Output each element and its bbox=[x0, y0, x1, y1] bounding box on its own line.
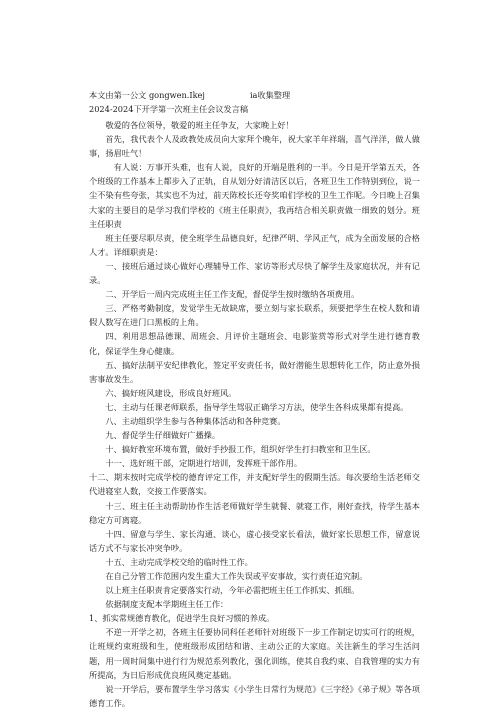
paragraph: 以上班主任职责肯定要落实行动，今年必需把班主任工作抓实、抓细。 bbox=[105, 585, 360, 596]
paragraph: 依据制度支配本学期班主任工作： bbox=[105, 599, 229, 610]
paragraph: 说一开学后，要布置学生学习落实《小学生日常行为规范》《三字经》《弟子规》等各项德育工作。 bbox=[89, 683, 420, 708]
source-site: gongwen.Ikej bbox=[148, 90, 205, 100]
paragraph: 有人说：万事开头难，也有人说，良好的开端是胜利的一半。今日是开学第五天，各个班级的工作基本上都步入了正轨，自从划分好清洁区以后，各班卫生工作特别到位，说一尘不染有些夸张，其实也不为过，前天陈校长还夸奖咱们学校的卫生工作呢。今日晚上召集大家的主要目的是学习我们学校的《班主任职责》，我再结合相关职责做一细致的划分。班主任职责 bbox=[89, 162, 420, 229]
duty-item: 九、督促学生仔细做好广播操。 bbox=[105, 430, 221, 441]
duty-item: 五、搞好法制平安纪律教化，签定平安责任书，做好潜能生思想转化工作，防止意外损害事故发生。 bbox=[89, 359, 420, 384]
duty-item: 十一、选好班干部，定期进行培训，发挥班干部作用。 bbox=[105, 458, 302, 469]
paragraph: 不逆一开学之初，各班主任要协同科任老师针对班级下一步工作制定切实可行的班规，让班规约束班级和生，使班级形成团结和谐、主动公正的大家庭。关注新生的学习生活问题，用一周时间集中进行行为规范系列教化，强化训练，使其自我约束、自我管理的实力有所提高，为日后形成优良班风奠定基础。 bbox=[89, 627, 420, 680]
duty-item: 八、主动组织学生参与各种集体活动和各种竞赛。 bbox=[105, 415, 286, 426]
duty-item: 三、严格考勤制度，发觉学生无故缺席，要立刻与家长联系，须要把学生在校人数和请假人数写在进门口黑板的上角。 bbox=[89, 303, 420, 328]
source-note bbox=[89, 88, 419, 102]
paragraph: 班主任要尽职尽责，使全班学生品德良好，纪律严明、学风正气，成为全面发展的合格人才。详细职责是： bbox=[89, 232, 420, 257]
paragraph: 首先，我代表个人及政教处成员向大家拜个晚年，祝大家羊年祥瑞，喜气洋洋，做人做事，扬眉吐气！ bbox=[89, 134, 420, 159]
paragraph-greeting: 敬爱的各位领导，敬爱的班主任争友，大家晚上好！ bbox=[105, 120, 294, 130]
duty-item: 一、接班后通过谈心做好心理辅导工作、家访等形式尽快了解学生及家庭状况，并有记录。 bbox=[89, 260, 420, 286]
duty-item: 十、搞好教室环境布置，做好手抄报工作，组织好学生打扫教室和卫生区。 bbox=[105, 444, 376, 455]
source-suffix: ia收集整理 bbox=[249, 90, 291, 100]
duty-item: 七、主动与任课老师联系，指导学生驾驭正确学习方法，使学生各科成果都有提高。 bbox=[105, 401, 409, 412]
duty-item: 二、开学后一周内完成班主任工作支配，督促学生按时缴纳各项费用。 bbox=[105, 289, 360, 300]
duty-item: 十三、班主任主动帮助协作生活老师做好学生就餐、就寝工作，刚好查找，待学生基本稳定方可离寝。 bbox=[89, 500, 420, 525]
duty-item: 四、利用思想品德课、周班会、月评价主题班会、电影鉴赏等形式对学生进行德育教化，保证学生身心健康。 bbox=[89, 331, 420, 356]
document-header bbox=[89, 88, 419, 116]
paragraph: 在自己分管工作范围内发生重大工作失误或平安事故，实行责任追究制。 bbox=[105, 571, 368, 581]
source-prefix: 本文由第一公文 bbox=[89, 90, 147, 100]
document-title: 2024-2024下开学第一次班主任会议发言稿 bbox=[89, 104, 249, 115]
duty-item: 十四、留意与学生、家长沟通、谈心，虚心接受家长看法，做好家长思想工作，留意说话方式不与家长冲突争吵。 bbox=[89, 528, 420, 553]
document-body bbox=[89, 118, 420, 710]
duty-item: 十五、主动完成学校交给的临时性工作。 bbox=[105, 556, 253, 567]
section-heading: 1、抓实常规德育教化，促进学生良好习惯的养成。 bbox=[89, 613, 275, 624]
duty-item: 十二、期末按时完成学校的德育评定工作，并支配好学生的假期生活。每次要给生活老师交代进寝室人数，交接工作要落实。 bbox=[89, 472, 420, 497]
duty-item: 六、搞好班风建设，形成良好班风。 bbox=[105, 387, 237, 398]
